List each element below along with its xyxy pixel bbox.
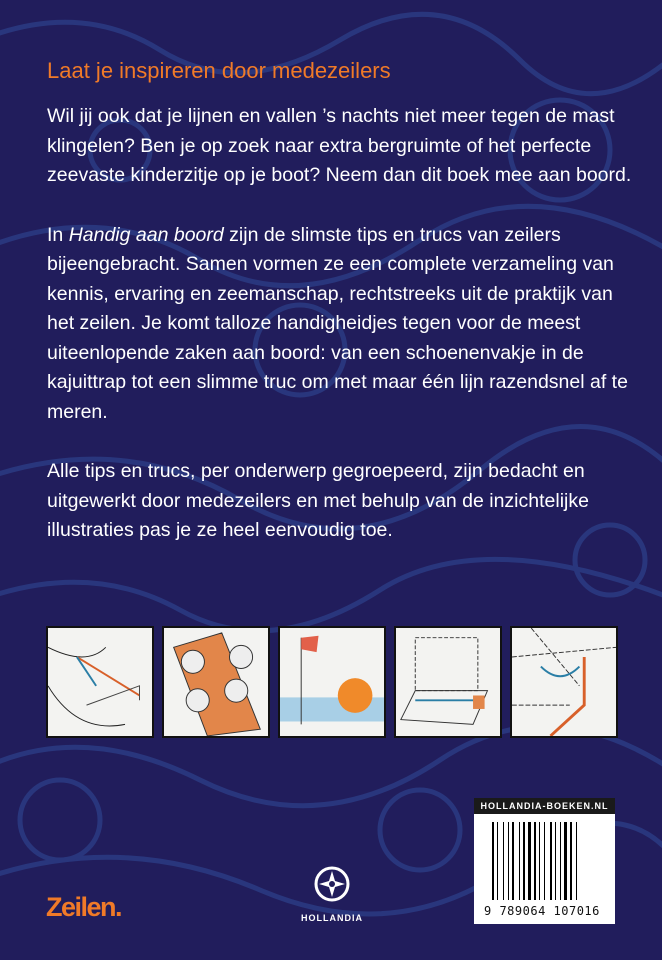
illustration-buoy-flag	[278, 626, 386, 738]
barcode-bar	[515, 822, 518, 900]
barcode-bar	[541, 822, 543, 900]
barcode-bar	[578, 822, 579, 900]
barcode-bar	[537, 822, 538, 900]
book-title: Handig aan boord	[68, 223, 224, 246]
barcode-bar	[534, 822, 536, 900]
barcode-bar	[553, 822, 554, 900]
barcode-bar	[503, 822, 504, 900]
barcode-bar	[497, 822, 498, 900]
hollandia-logo	[296, 866, 368, 923]
publisher-name: HOLLANDIA	[301, 913, 363, 923]
blurb	[47, 58, 637, 576]
barcode-bar	[505, 822, 507, 900]
barcode-bar	[528, 822, 531, 900]
barcode-bar	[532, 822, 533, 900]
isbn-number: 9 789064 107016	[484, 904, 600, 918]
barcode-bar	[570, 822, 572, 900]
barcode-bar	[564, 822, 567, 900]
barcode-bars	[492, 822, 606, 900]
barcode-bar	[555, 822, 556, 900]
illustration-laptop	[394, 626, 502, 738]
compass-rose-icon	[314, 866, 350, 902]
barcode-bar	[576, 822, 577, 900]
illustration-rigging	[510, 626, 618, 738]
barcode-bar	[546, 822, 549, 900]
website-label: HOLLANDIA-BOEKEN.NL	[474, 798, 615, 814]
barcode-bar	[510, 822, 511, 900]
barcode-bar	[560, 822, 561, 900]
zeilen-logo: Zeilen.	[46, 892, 122, 922]
p2-pre: In	[47, 223, 69, 246]
barcode-bar	[508, 822, 509, 900]
barcode-bar	[499, 822, 502, 900]
headline: Laat je inspireren door medezeilers	[47, 58, 391, 83]
barcode-bar	[539, 822, 540, 900]
paragraph-1: Wil jij ook dat je lijnen en vallen ’s nachts niet meer tegen de mast klingelen? Ben je op zoek naar extra bergruimte of het perfecte zeevaste kinderzitje op je boot? Neem dan dit boek mee aan boord.	[47, 105, 632, 186]
paragraph-2	[47, 221, 637, 428]
barcode-bar	[568, 822, 569, 900]
illustration-strip	[46, 626, 618, 738]
barcode-block	[474, 798, 615, 939]
illustration-rope-hook	[46, 626, 154, 738]
barcode-bar	[526, 822, 527, 900]
barcode-bar	[550, 822, 552, 900]
barcode-bar	[492, 822, 494, 900]
barcode-bar	[573, 822, 575, 900]
barcode-bar	[521, 822, 522, 900]
barcode-bar	[562, 822, 563, 900]
p2-post: zijn de slimste tips en trucs van zeilers bijeengebracht. Samen vormen ze een complete verzameling van kennis, ervaring en zeemanschap, rechtstreeks uit de praktijk van het zeilen. Je komt talloze handigheidjes tegen voor de meest uiteenlopende zaken aan boord: van een schoenenvakje in de kajuittrap tot een slimme truc om met maar één lijn razendsnel af te meren.	[47, 223, 628, 423]
barcode-bar	[519, 822, 520, 900]
illustration-glasses-board	[162, 626, 270, 738]
barcode-bar	[512, 822, 514, 900]
barcode-bar	[557, 822, 559, 900]
paragraph-3: Alle tips en trucs, per onderwerp gegroepeerd, zijn bedacht en uitgewerkt door medezeilers en met behulp van de inzichtelijke illustraties pas je ze heel eenvoudig toe.	[47, 460, 589, 541]
barcode-bar	[523, 822, 525, 900]
barcode-bar	[495, 822, 496, 900]
barcode-bar	[544, 822, 545, 900]
